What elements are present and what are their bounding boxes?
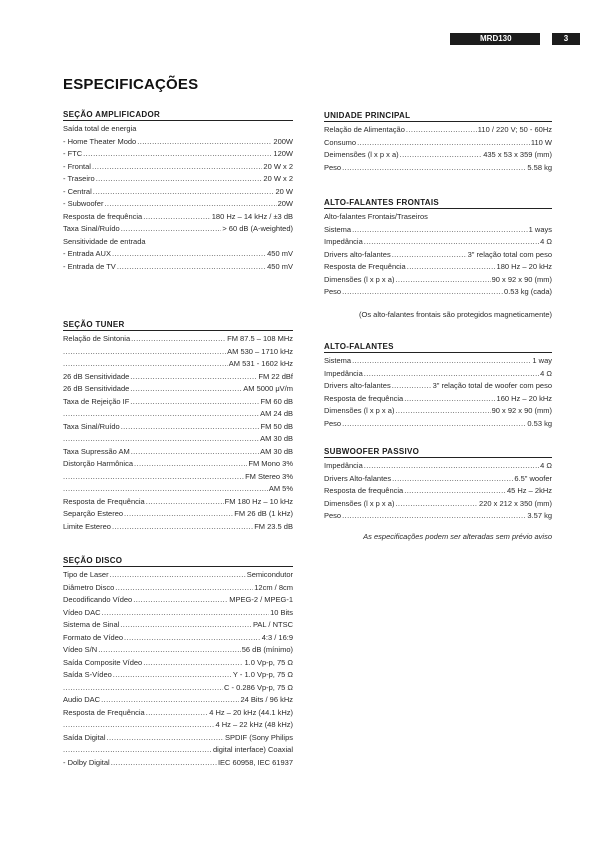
spec-row — [324, 261, 552, 274]
spec-label: - Home Theater Modo — [63, 136, 137, 146]
front-speakers-rows — [324, 224, 552, 299]
spec-row — [63, 358, 293, 371]
page-number: 3 — [552, 33, 580, 45]
spec-row — [63, 346, 293, 359]
leader-dots — [342, 162, 526, 175]
spec-label: 26 dB Sensitividade — [63, 384, 130, 393]
leader-dots — [137, 136, 272, 149]
spec-value: 4:3 / 16:9 — [261, 632, 293, 642]
main-unit-title: UNIDADE PRINCIPAL — [324, 111, 552, 122]
amplifier-intro2: Sensitividade de entrada — [63, 236, 146, 246]
spec-row — [63, 248, 293, 261]
disc-rows — [63, 569, 293, 769]
leader-dots — [134, 458, 247, 471]
spec-label: Dimensões (l x p x a) — [324, 406, 395, 415]
leader-dots — [146, 707, 209, 720]
amplifier-intro: Saída total de energia — [63, 124, 137, 133]
spec-value: 200W — [273, 136, 293, 146]
spec-row — [63, 582, 293, 595]
spec-label: Diâmetro Disco — [63, 582, 115, 592]
spec-row — [324, 368, 552, 381]
leader-dots — [392, 380, 432, 393]
leader-dots — [104, 198, 276, 211]
subwoofer-section — [324, 447, 552, 543]
spec-label: Audio DAC — [63, 695, 101, 704]
spec-row — [63, 496, 293, 509]
leader-dots — [404, 393, 495, 406]
spec-value: AM 531 - 1602 kHz — [228, 359, 293, 368]
spec-value: SPDIF (Sony Philips — [225, 732, 293, 742]
tuner-section — [63, 320, 293, 533]
main-unit-section — [324, 111, 552, 174]
spec-row — [63, 732, 293, 745]
spec-value: 450 mV — [267, 249, 293, 258]
spec-row — [324, 393, 552, 406]
spec-label: Deimensões (l x p x a) — [324, 150, 399, 159]
main-unit-rows — [324, 124, 552, 174]
leader-dots — [395, 274, 490, 287]
spec-row — [324, 498, 552, 511]
leader-dots — [111, 757, 217, 770]
spec-value: 220 x 212 x 350 (mm) — [479, 498, 552, 508]
leader-dots — [342, 510, 526, 523]
spec-label: Resposta de frequência — [63, 211, 143, 221]
spec-label: Peso — [324, 418, 342, 428]
spec-value: Y - 1.0 Vp-p, 75 Ω — [232, 670, 293, 679]
spec-label: Tipo de Laser — [63, 570, 109, 579]
spec-value: FM 87.5 – 108 MHz — [227, 334, 293, 343]
spec-label: Peso — [324, 162, 342, 172]
leader-dots — [112, 248, 266, 261]
amplifier-section — [63, 110, 293, 273]
leader-dots — [364, 460, 539, 473]
leader-dots — [113, 669, 232, 682]
spec-row — [324, 355, 552, 368]
tuner-title: SEÇÃO TUNER — [63, 320, 293, 331]
spec-row — [63, 136, 293, 149]
spec-row — [63, 619, 293, 632]
spec-label: - FTC — [63, 149, 83, 158]
spec-row — [63, 433, 293, 446]
leader-dots — [98, 644, 241, 657]
spec-label: Sistema de Sinal — [63, 620, 120, 629]
spec-row — [63, 569, 293, 582]
leader-dots — [131, 333, 226, 346]
leader-dots — [63, 408, 259, 421]
spec-label: - Subwoofer — [63, 199, 104, 208]
leader-dots — [395, 498, 478, 511]
spec-label: - Central — [63, 186, 92, 196]
spec-label: Peso — [324, 287, 342, 296]
spec-label: Resposta de frequência — [324, 393, 404, 403]
amplifier-rows — [63, 136, 293, 236]
spec-row — [324, 510, 552, 523]
spec-label: Decodificando Vídeo — [63, 595, 133, 604]
leader-dots — [352, 355, 531, 368]
spec-label: Relação de Sintonia — [63, 334, 131, 343]
spec-value: 160 Hz – 20 kHz — [496, 393, 552, 403]
spec-row — [324, 380, 552, 393]
leader-dots — [124, 508, 233, 521]
leader-dots — [101, 694, 239, 707]
leader-dots — [146, 496, 224, 509]
spec-label: Distorção Harmônica — [63, 459, 134, 468]
spec-value: 90 x 92 x 90 (mm) — [491, 406, 552, 415]
spec-row — [63, 396, 293, 409]
disc-title: SEÇÃO DISCO — [63, 556, 293, 567]
disc-section — [63, 556, 293, 769]
speakers-rows — [324, 355, 552, 430]
spec-row — [324, 249, 552, 262]
spec-label: - Traseiro — [63, 174, 95, 183]
spec-label: - Entrada AUX — [63, 249, 111, 258]
spec-value: 120W — [273, 149, 293, 158]
spec-value: 1.0 Vp-p, 75 Ω — [244, 657, 293, 667]
spec-row — [63, 173, 293, 186]
spec-value: 110 W — [530, 137, 552, 147]
spec-label: Vídeo S/N — [63, 645, 98, 654]
header-model: MRD130 — [480, 34, 512, 43]
spec-row — [324, 124, 552, 137]
spec-value: FM 26 dB (1 kHz) — [234, 509, 293, 518]
spec-row — [63, 198, 293, 211]
spec-value: 10 Bits — [270, 607, 293, 617]
spec-value: PAL / NTSC — [252, 620, 293, 629]
leader-dots — [133, 594, 228, 607]
spec-row — [63, 657, 293, 670]
spec-label: Resposta de Frequência — [63, 496, 145, 506]
leader-dots — [120, 619, 252, 632]
spec-row — [63, 644, 293, 657]
spec-row — [324, 162, 552, 175]
leader-dots — [364, 368, 539, 381]
spec-value: 180 Hz – 14 kHz / ±3 dB — [211, 211, 293, 221]
spec-row — [63, 707, 293, 720]
leader-dots — [121, 421, 260, 434]
spec-label: Taxa de Rejeição IF — [63, 396, 130, 406]
spec-label: Resposta de Frequência — [324, 262, 406, 271]
spec-label: Dimensões (l x p x a) — [324, 274, 395, 284]
spec-value: FM 60 dB — [260, 396, 293, 406]
spec-value: 24 Bits / 96 kHz — [240, 695, 293, 704]
amplifier-rows2 — [63, 248, 293, 273]
spec-label: Drivers Alto-falantes — [324, 473, 392, 483]
spec-value: MPEG-2 / MPEG-1 — [229, 595, 293, 604]
spec-row — [63, 521, 293, 534]
spec-row — [63, 211, 293, 224]
spec-row — [324, 405, 552, 418]
leader-dots — [131, 446, 259, 459]
spec-value: FM 50 dB — [260, 421, 293, 431]
spec-value: 3" relação total de woofer com peso — [432, 381, 552, 390]
spec-row — [63, 607, 293, 620]
front-speakers-intro: Alto-falantes Frontais/Traseiros — [324, 212, 428, 221]
leader-dots — [63, 744, 212, 757]
amplifier-title: SEÇÃO AMPLIFICADOR — [63, 110, 293, 121]
spec-label: Impedância — [324, 461, 363, 470]
spec-row — [63, 632, 293, 645]
spec-row — [63, 186, 293, 199]
spec-row — [63, 383, 293, 396]
spec-row — [324, 224, 552, 237]
change-notice: As especificações podem ser alteradas sem prévio aviso — [363, 531, 552, 541]
spec-value: 6.5" woofer — [514, 473, 552, 483]
spec-row — [63, 682, 293, 695]
spec-row — [63, 594, 293, 607]
spec-label: Sistema — [324, 224, 352, 234]
spec-value: C - 0.286 Vp-p, 75 Ω — [224, 682, 293, 692]
spec-value: 110 / 220 V; 50 - 60Hz — [477, 125, 552, 134]
spec-label: - Frontal — [63, 161, 91, 171]
spec-label: Saída Digital — [63, 732, 106, 742]
spec-row — [63, 471, 293, 484]
spec-value: 4 Hz – 22 kHz (48 kHz) — [215, 720, 293, 729]
leader-dots — [63, 346, 226, 359]
spec-row — [324, 274, 552, 287]
spec-value: 4 Ω — [540, 461, 552, 470]
spec-value: AM 5% — [268, 484, 293, 493]
leader-dots — [143, 657, 243, 670]
spec-value: 20 W x 2 — [263, 174, 293, 183]
spec-value: FM Stereo 3% — [245, 471, 293, 481]
leader-dots — [406, 124, 477, 137]
leader-dots — [63, 358, 228, 371]
leader-dots — [110, 569, 246, 582]
leader-dots — [143, 211, 211, 224]
spec-label: Drivers alto-falantes — [324, 249, 391, 259]
spec-row — [324, 149, 552, 162]
spec-row — [63, 223, 293, 236]
leader-dots — [63, 682, 223, 695]
spec-label: Dimensões (l x p x a) — [324, 498, 395, 508]
subwoofer-rows — [324, 460, 552, 523]
spec-value: 180 Hz – 20 kHz — [496, 262, 552, 271]
spec-row — [63, 261, 293, 274]
leader-dots — [63, 433, 259, 446]
subwoofer-title: SUBWOOFER PASSIVO — [324, 447, 552, 458]
spec-value: AM 530 – 1710 kHz — [227, 346, 293, 356]
spec-label: Resposta de frequência — [324, 486, 404, 495]
spec-label: Sistema — [324, 356, 352, 365]
spec-row — [63, 333, 293, 346]
spec-row — [324, 485, 552, 498]
spec-row — [63, 446, 293, 459]
spec-value: 5.58 kg — [527, 162, 552, 172]
leader-dots — [107, 732, 225, 745]
spec-row — [324, 418, 552, 431]
spec-value: FM Mono 3% — [248, 459, 293, 468]
spec-label: Consumo — [324, 137, 357, 147]
leader-dots — [392, 473, 513, 486]
leader-dots — [357, 137, 530, 150]
spec-label: Peso — [324, 511, 342, 520]
spec-value: 56 dB (mínimo) — [241, 645, 293, 654]
leader-dots — [130, 383, 242, 396]
spec-row — [63, 421, 293, 434]
leader-dots — [342, 418, 526, 431]
spec-label: Drivers alto-falantes — [324, 381, 391, 390]
leader-dots — [395, 405, 490, 418]
leader-dots — [96, 173, 263, 186]
spec-row — [63, 483, 293, 496]
leader-dots — [407, 261, 496, 274]
spec-value: 20 W x 2 — [263, 161, 293, 171]
spec-value: AM 30 dB — [260, 446, 293, 456]
spec-label: Vídeo DAC — [63, 607, 101, 617]
leader-dots — [93, 186, 275, 199]
leader-dots — [121, 223, 222, 236]
leader-dots — [63, 483, 268, 496]
page-title: ESPECIFICAÇÕES — [63, 76, 199, 93]
spec-row — [324, 473, 552, 486]
spec-value: 4 Hz – 20 kHz (44.1 kHz) — [209, 707, 293, 717]
leader-dots — [117, 261, 266, 274]
tuner-rows — [63, 333, 293, 533]
leader-dots — [364, 236, 539, 249]
leader-dots — [112, 521, 253, 534]
leader-dots — [400, 149, 483, 162]
leader-dots — [352, 224, 528, 237]
spec-value: Semicondutor — [246, 570, 293, 579]
spec-value: 435 x 53 x 359 (mm) — [483, 150, 552, 159]
spec-row — [63, 148, 293, 161]
spec-label: - Entrada de TV — [63, 261, 116, 271]
spec-row — [63, 669, 293, 682]
leader-dots — [63, 719, 214, 732]
spec-label: Resposta de Frequência — [63, 707, 145, 717]
spec-value: 1 way — [532, 356, 552, 365]
spec-value: 90 x 92 x 90 (mm) — [491, 274, 552, 284]
spec-label: Limite Estereo — [63, 521, 111, 531]
spec-label: Saída Composite Vídeo — [63, 657, 143, 667]
spec-label: Relação de Alimentação — [324, 125, 405, 134]
spec-value: AM 5000 μV/m — [243, 384, 293, 393]
spec-row — [63, 371, 293, 384]
spec-value: AM 24 dB — [260, 409, 293, 418]
leader-dots — [63, 471, 244, 484]
leader-dots — [83, 148, 272, 161]
spec-value: digital interface) Coaxial — [212, 745, 293, 754]
spec-value: 1 ways — [528, 224, 552, 234]
front-speakers-section — [324, 198, 552, 321]
spec-value: 4 Ω — [540, 368, 552, 378]
leader-dots — [102, 607, 270, 620]
spec-row — [324, 236, 552, 249]
spec-label: - Dolby Digital — [63, 757, 110, 767]
leader-dots — [92, 161, 262, 174]
spec-value: 4 Ω — [540, 237, 552, 246]
spec-value: 450 mV — [267, 261, 293, 271]
spec-label: Taxa Supressão AM — [63, 446, 130, 456]
spec-row — [324, 460, 552, 473]
spec-label: Taxa Sinal/Ruído — [63, 224, 120, 233]
leader-dots — [115, 582, 253, 595]
spec-value: FM 180 Hz – 10 kHz — [224, 496, 293, 506]
spec-row — [63, 719, 293, 732]
spec-value: 20 W — [275, 186, 293, 196]
spec-value: IEC 60958, IEC 61937 — [217, 757, 293, 767]
spec-value: AM 30 dB — [260, 434, 293, 443]
spec-value: 20W — [277, 199, 293, 208]
spec-row — [63, 458, 293, 471]
spec-value: 12cm / 8cm — [254, 582, 293, 592]
spec-value: FM 22 dBf — [258, 371, 293, 381]
leader-dots — [124, 632, 261, 645]
spec-row — [63, 694, 293, 707]
spec-label: Formato de Vídeo — [63, 632, 124, 642]
speakers-title: ALTO-FALANTES — [324, 342, 552, 353]
spec-row — [63, 408, 293, 421]
spec-row — [63, 757, 293, 770]
spec-value: 45 Hz – 2kHz — [506, 486, 552, 495]
spec-row — [63, 161, 293, 174]
spec-value: 0.53 kg — [527, 418, 552, 428]
spec-value: 3" relação total com peso — [467, 249, 552, 259]
spec-label: Impedância — [324, 237, 363, 246]
front-speakers-title: ALTO-FALANTES FRONTAIS — [324, 198, 552, 209]
spec-label: 26 dB Sensitividade — [63, 371, 130, 381]
spec-row — [63, 744, 293, 757]
leader-dots — [342, 286, 503, 299]
spec-value: 0.53 kg (cada) — [504, 287, 552, 296]
spec-value: 3.57 kg — [527, 511, 552, 520]
speakers-section — [324, 342, 552, 430]
spec-label: Taxa Sinal/Ruído — [63, 421, 120, 431]
leader-dots — [404, 485, 506, 498]
leader-dots — [392, 249, 467, 262]
spec-value: > 60 dB (A-weighted) — [222, 224, 293, 233]
spec-row — [324, 286, 552, 299]
spec-label: Saída S-Vídeo — [63, 670, 112, 679]
leader-dots — [130, 371, 257, 384]
spec-row — [63, 508, 293, 521]
spec-label: Separção Estereo — [63, 509, 124, 518]
magnetic-note: (Os alto-falantes frontais são protegidos magneticamente) — [358, 309, 552, 319]
spec-label: Impedância — [324, 368, 363, 378]
spec-value: FM 23.5 dB — [254, 521, 293, 531]
leader-dots — [130, 396, 259, 409]
spec-row — [324, 137, 552, 150]
